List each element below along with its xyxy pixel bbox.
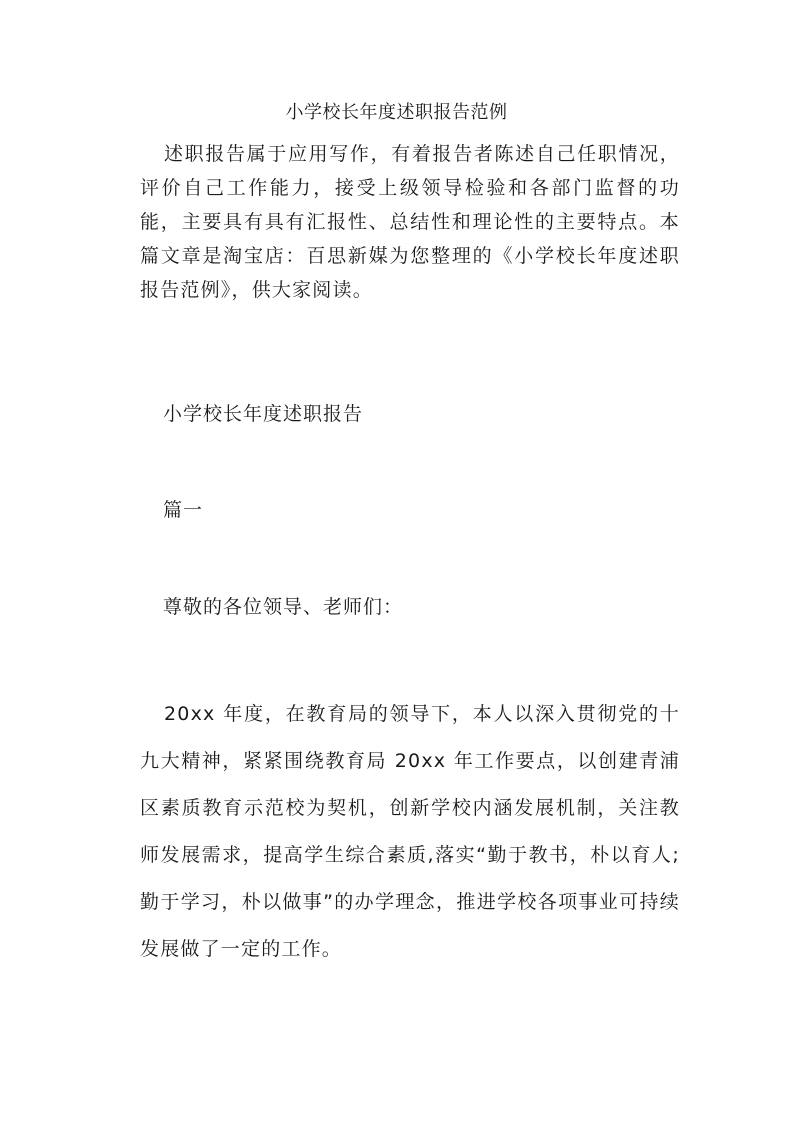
document-title: 小学校长年度述职报告范例 bbox=[285, 102, 508, 123]
part-label: 篇一 bbox=[163, 499, 204, 521]
intro-paragraph: 述职报告属于应用写作，有着报告者陈述自己任职情况，评价自己工作能力，接受上级领导检验和各部门监督的功能，主要具有具有汇报性、总结性和理论性的主要特点。本篇文章是淘宝店：百思新媒为您整理的《小学校长年度述职报告范例》，供大家阅读。 bbox=[140, 143, 680, 301]
section-heading: 小学校长年度述职报告 bbox=[163, 403, 364, 425]
body-paragraph: 20xx 年度，在教育局的领导下，本人以深入贯彻党的十九大精神，紧紧围绕教育局 20xx 年工作要点，以创建青浦区素质教育示范校为契机，创新学校内涵发展机制，关注教师发展需求，提高学生综合素质,落实“勤于教书，朴以育人;勤于学习，朴以做事”的办学理念，推进学校各项事业可持续发展做了一定的工作。 bbox=[140, 703, 680, 960]
salutation: 尊敬的各位领导、老师们： bbox=[163, 596, 404, 618]
